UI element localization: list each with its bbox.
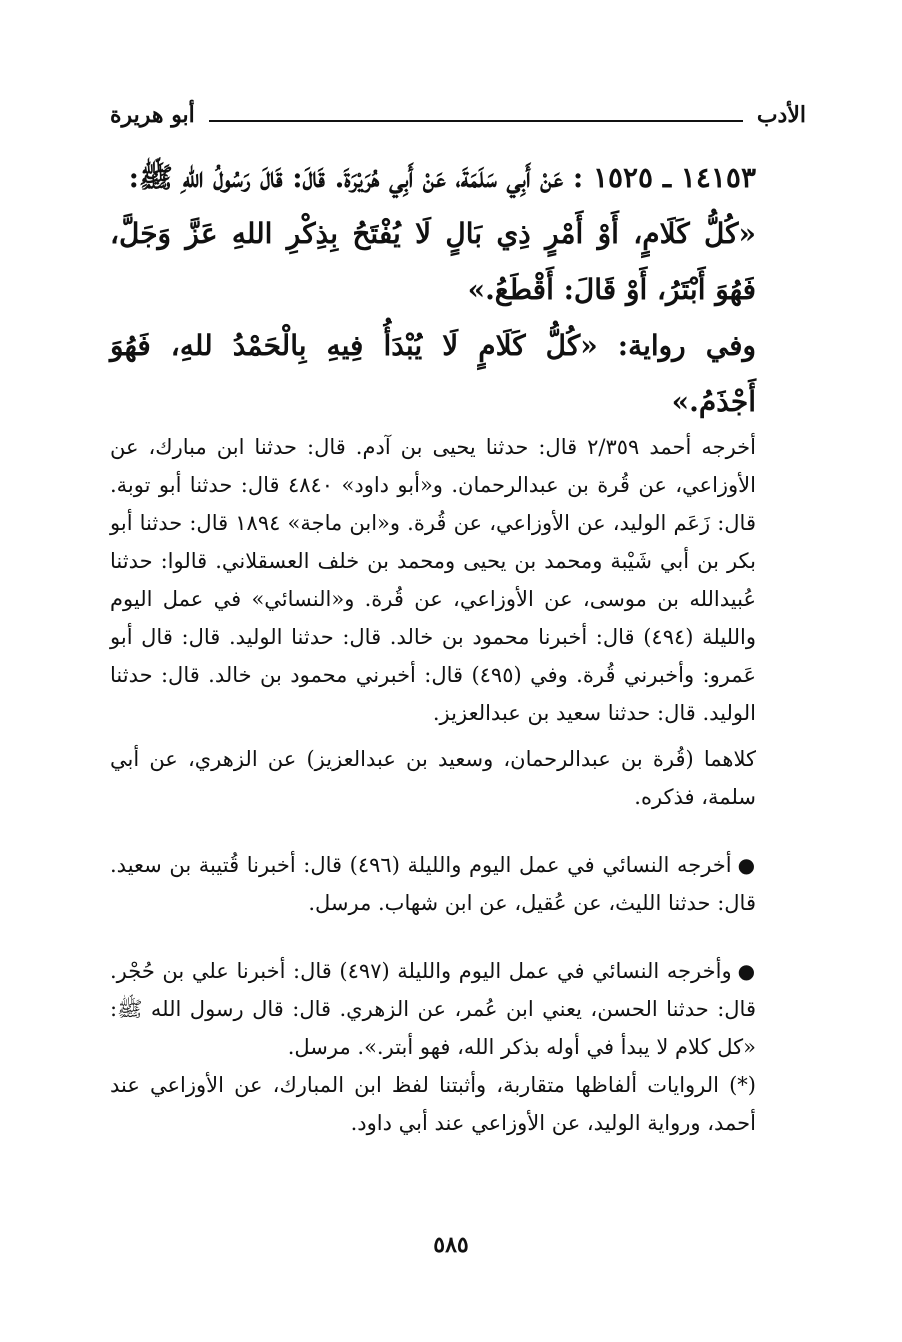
narrator-title: أبو هريرة <box>110 102 195 128</box>
note-paragraph-4 <box>110 952 806 1066</box>
hadith-variant: وفي رواية: «كُلُّ كَلَامٍ لَا يُبْدَأُ فِيهِ بِالْحَمْدُ للهِ، فَهُوَ أَجْذَمُ.» <box>110 329 756 418</box>
note-paragraph-4-text: وأخرجه النسائي في عمل اليوم والليلة (٤٩٧) قال: أخبرنا علي بن حُجْر. قال: حدثنا الحسن، يعني ابن عُمر، عن الزهري. قال: قال رسول الله ﷺ: «كل كلام لا يبدأ في أوله بذكر الله، فهو أبتر.». مرسل. <box>110 959 756 1059</box>
bullet-icon: ● <box>737 853 756 877</box>
hadith-text <box>110 150 806 430</box>
chapter-title: الأدب <box>756 102 806 128</box>
running-header <box>110 92 806 138</box>
page-number: ٥٨٥ <box>433 1232 469 1258</box>
footnote: (*) الروايات ألفاظها متقاربة، وأثبتنا لفظ ابن المبارك، عن الأوزاعي عند أحمد، ورواية الوليد، عن الأوزاعي عند أبي داود. <box>110 1073 756 1135</box>
bullet-icon: ● <box>737 959 756 983</box>
note-paragraph-2: كلاهما (قُرة بن عبدالرحمان، وسعيد بن عبدالعزيز) عن الزهري، عن أبي سلمة، فذكره. <box>110 747 756 809</box>
note-paragraph-3 <box>110 846 806 922</box>
header-rule <box>209 120 743 122</box>
hadith-matn: «كُلُّ كَلَامٍ، أَوْ أَمْرٍ ذِي بَالٍ لَا يُفْتَحُ بِذِكْرِ اللهِ عَزَّ وَجَلَّ، فَهُوَ أَبْتَرُ، أَوْ قَالَ: أَقْطَعُ.» <box>110 217 756 306</box>
hadith-isnad: ١٤١٥٣ ـ ١٥٢٥ : عَنْ أَبِي سَلَمَةَ، عَنْ أَبِي هُرَيْرَةَ. قَالَ: قَالَ رَسُولُ اللهِ ﷺ: <box>128 161 756 194</box>
note-paragraph-3-text: أخرجه النسائي في عمل اليوم والليلة (٤٩٦) قال: أخبرنا قُتيبة بن سعيد. قال: حدثنا الليث، عن عُقيل، عن ابن شهاب. مرسل. <box>110 853 756 915</box>
note-paragraph-1: أخرجه أحمد ٢/٣٥٩ قال: حدثنا يحيى بن آدم. قال: حدثنا ابن مبارك، عن الأوزاعي، عن قُرة بن عبدالرحمان. و«أبو داود» ٤٨٤٠ قال: حدثنا أبو توبة. قال: زَعَم الوليد، عن الأوزاعي، عن قُرة. و«ابن ماجة» ١٨٩٤ قال: حدثنا أبو بكر بن أبي شَيْبة ومحمد بن يحيى ومحمد بن خلف العسقلاني. قالوا: حدثنا عُبيدالله بن موسى، عن الأوزاعي، عن قُرة. و«النسائي» في عمل اليوم والليلة (٤٩٤) قال: أخبرنا محمود بن خالد. قال: حدثنا الوليد. قال: قال أبو عَمرو: وأخبرني قُرة. وفي (٤٩٥) قال: أخبرني محمود بن خالد. قال: حدثنا الوليد. قال: حدثنا سعيد بن عبدالعزيز. <box>110 435 756 725</box>
takhrij-notes <box>110 428 806 1142</box>
